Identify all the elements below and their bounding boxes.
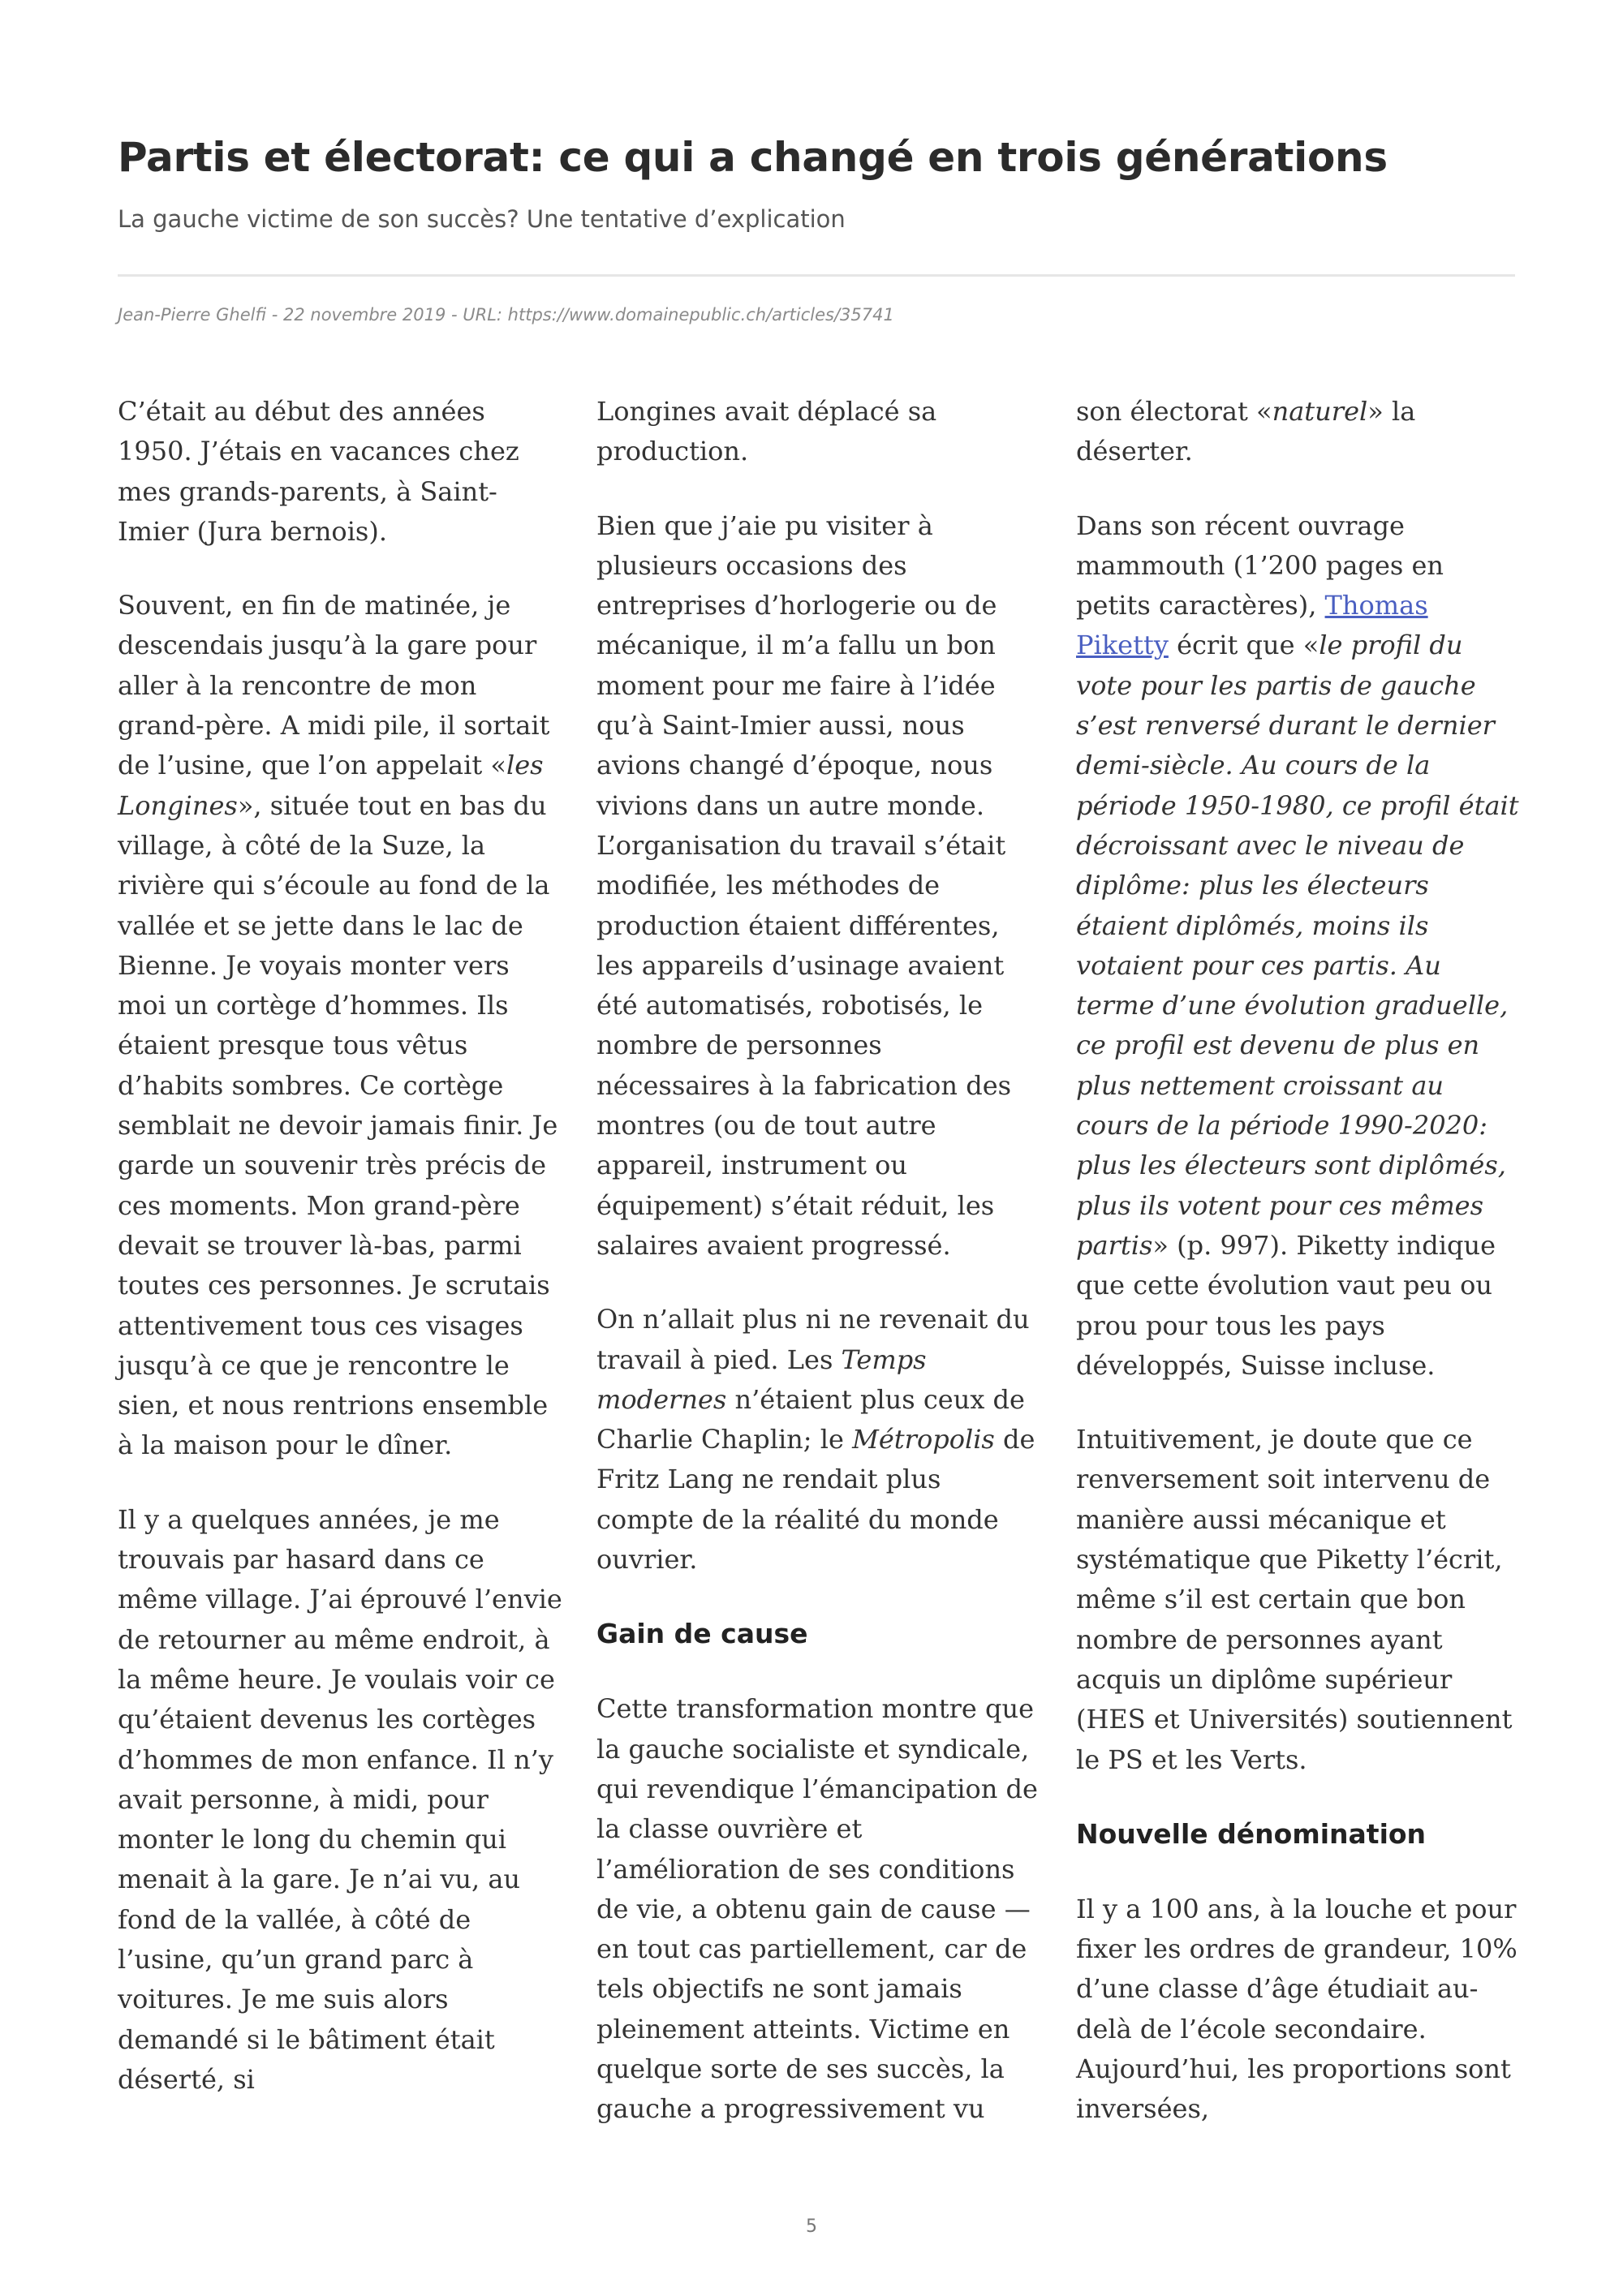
paragraph: Bien que j’aie pu visiter à plusieurs occasions des entreprises d’horlogerie ou de mécanique, il m’a fallu un bon moment pour me faire à l’idée qu’à Saint-Imier aussi, nous avions changé d’époque, nous vivions dans un autre monde. L’organisation du travail s’était modifiée, les méthodes de production étaient différentes, les appareils d’usinage avaient été automatisés, robotisés, le nombre de personnes nécessaires à la fabrication des montres (ou de tout autre appareil, instrument ou équipement) s’était réduit, les salaires avaient progressé. xyxy=(596,510,1012,1261)
text-column-3 xyxy=(1076,392,1521,2164)
paragraph xyxy=(1076,392,1521,472)
quote-emphasis: le profil du vote pour les partis de gauche s’est renversé durant le dernier demi-siècle. Au cours de la période 1950-1980, ce profil était décroissant avec le niveau de diplôme: plus les électeurs étaient diplômés, moins ils votaient pour ces partis. Au terme d’une évolution graduelle, ce profil est devenu de plus en plus nettement croissant au cours de la période 1990-2020: plus les électeurs sont diplômés, plus ils votent pour ces mêmes partis xyxy=(1076,630,1519,1261)
emphasis: les Longines xyxy=(118,750,544,821)
article-title: Partis et électorat: ce qui a changé en trois générations xyxy=(118,134,1388,181)
text-column-1 xyxy=(118,392,562,2134)
paragraph: Longines avait déplacé sa production. xyxy=(596,396,937,467)
paragraph xyxy=(1076,506,1521,1387)
text-run: Souvent, en fin de matinée, je descendais jusqu’à la gare pour aller à la rencontre de mon grand-père. A midi pile, il sortait de l’usine, que l’on appelait « xyxy=(118,590,550,781)
emphasis: naturel xyxy=(1272,396,1368,427)
text-run: son électorat « xyxy=(1076,396,1272,427)
text-run: » (p. 997). Piketty indique que cette évolution vaut peu ou prou pour tous les pays développés, Suisse incluse. xyxy=(1076,1229,1496,1381)
paragraph xyxy=(596,1300,1041,1580)
text-run: On n’allait plus ni ne revenait du travail à pied. Les xyxy=(596,1304,1030,1375)
article-meta: Jean-Pierre Ghelfi - 22 novembre 2019 - URL: https://www.domainepublic.ch/articles/35741 xyxy=(118,305,894,325)
text-run: » la déserter. xyxy=(1076,396,1416,467)
section-heading: Nouvelle dénomination xyxy=(1076,1817,1427,1850)
text-run: Dans son récent ouvrage mammouth (1’200 pages en petits caractères), xyxy=(1076,510,1444,621)
emphasis: Métropolis xyxy=(852,1424,995,1455)
text-run: », située tout en bas du village, à côté de la Suze, la rivière qui s’écoule au fond de la vallée et se jette dans le lac de Bienne. Je voyais monter vers moi un cortège d’hommes. Ils étaient presque tous vêtus d’habits sombres. Ce cortège semblait ne devoir jamais finir. Je garde un souvenir très précis de ces moments. Mon grand-père devait se trouver là-bas, parmi toutes ces personnes. Je scrutais attentivement tous ces visages jusqu’à ce que je rencontre le sien, et nous rentrions ensemble à la maison pour le dîner. xyxy=(118,789,558,1461)
paragraph: C’était au début des années 1950. J’étais en vacances chez mes grands-parents, à Saint-Imier (Jura bernois). xyxy=(118,396,519,547)
paragraph: Cette transformation montre que la gauche socialiste et syndicale, qui revendique l’émancipation de la classe ouvrière et l’amélioration de ses conditions de vie, a obtenu gain de cause — en tout cas partiellement, car de tels objectifs ne sont jamais pleinement atteints. Victime en quelque sorte de ses succès, la gauche a progressivement vu xyxy=(596,1693,1038,2125)
paragraph: Il y a 100 ans, à la louche et pour fixer les ordres de grandeur, 10% d’une classe d’âge étudiait au-delà de l’école secondaire. Aujourd’hui, les proportions sont inversées, xyxy=(1076,1893,1518,2125)
header-divider xyxy=(118,274,1515,277)
author-link[interactable]: Thomas Piketty xyxy=(1076,590,1428,661)
paragraph: Intuitivement, je doute que ce renversement soit intervenu de manière aussi mécanique et systématique que Piketty l’écrit, même s’il est certain que bon nombre de personnes ayant acquis un diplôme supérieur (HES et Universités) soutiennent le PS et les Verts. xyxy=(1076,1424,1513,1775)
section-heading: Gain de cause xyxy=(596,1618,808,1650)
page-number: 5 xyxy=(806,2216,817,2237)
paragraph: Il y a quelques années, je me trouvais par hasard dans ce même village. J’ai éprouvé l’envie de retourner au même endroit, à la même heure. Je voulais voir ce qu’étaient devenus les cortèges d’hommes de mon enfance. Il n’y avait personne, à midi, pour monter le long du chemin qui menait à la gare. Je n’ai vu, au fond de la vallée, à côté de l’usine, qu’un grand parc à voitures. Je me suis alors demandé si le bâtiment était déserté, si xyxy=(118,1503,562,2095)
article-subtitle: La gauche victime de son succès? Une tentative d’explication xyxy=(118,205,846,233)
paragraph xyxy=(118,586,562,1466)
text-run: écrit que « xyxy=(1168,630,1319,661)
text-run: de Fritz Lang ne rendait plus compte de la réalité du monde ouvrier. xyxy=(596,1424,1035,1576)
text-column-2 xyxy=(596,392,1041,2164)
text-run: n’étaient plus ceux de Charlie Chaplin; le xyxy=(596,1383,1025,1455)
emphasis: Temps modernes xyxy=(596,1344,927,1415)
